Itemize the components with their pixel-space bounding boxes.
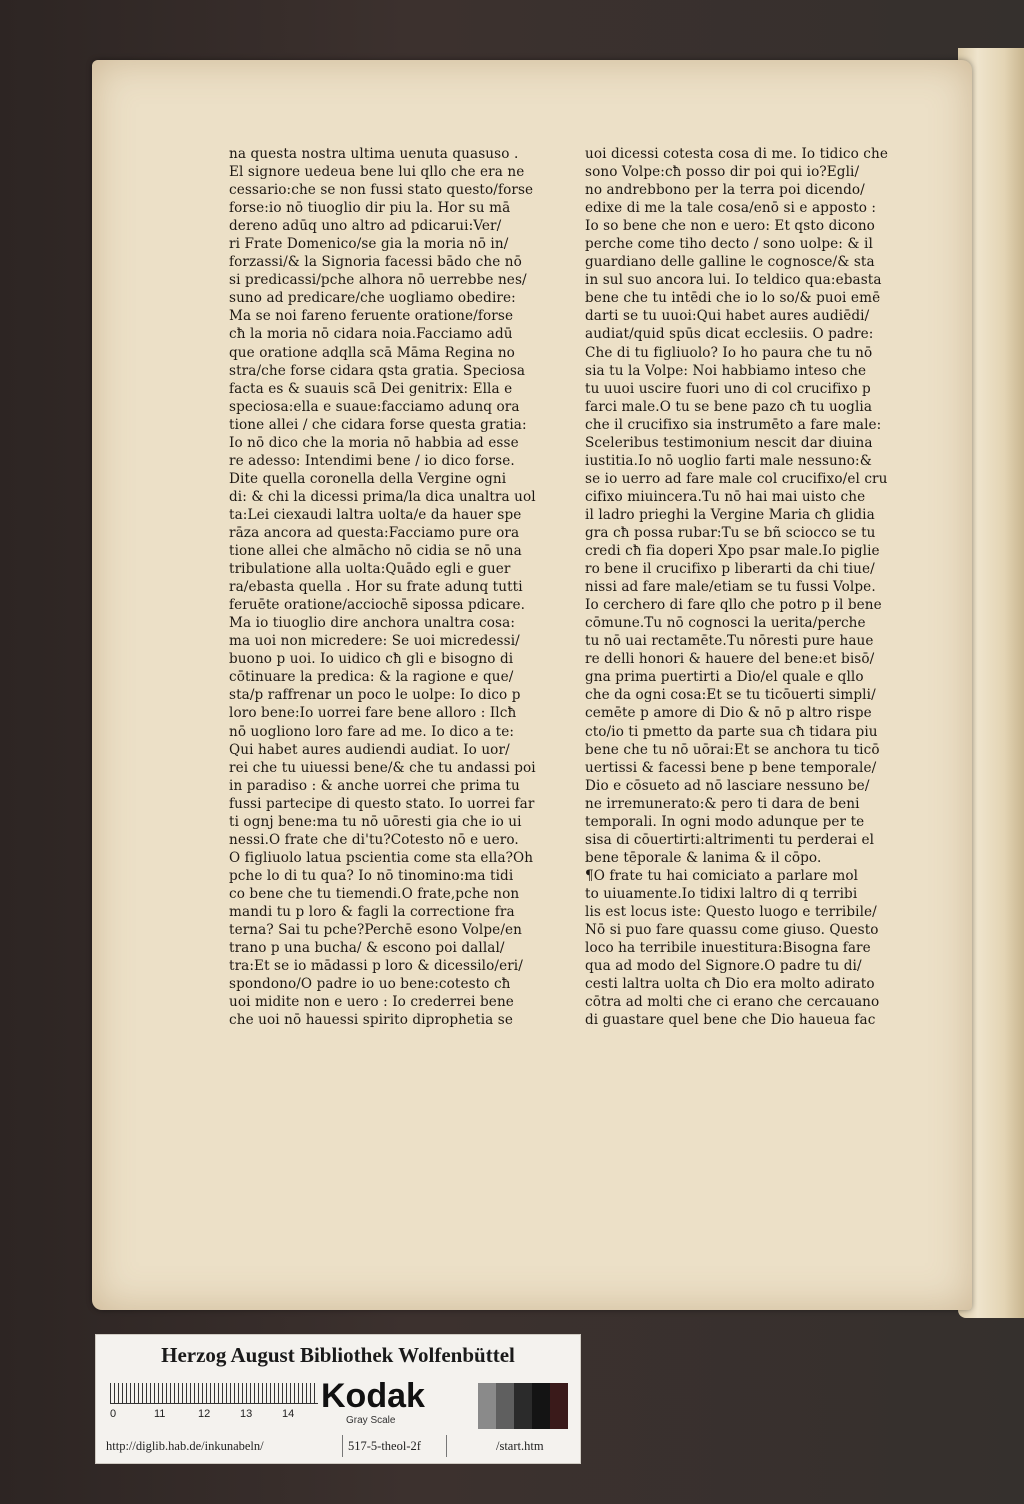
text-line: pche lo di tu qua? Io nō tinomino:ma tidi: [229, 867, 514, 884]
text-line: Io so bene che non e uero: Et qsto dicono: [585, 218, 875, 235]
text-line: il ladro prieghi la Vergine Maria cħ glidia: [585, 506, 875, 523]
text-line: Qui habet aures audiendi audiat. Io uor/: [229, 741, 510, 758]
text-line: Io nō dico che la moria nō habbia ad esse: [229, 434, 519, 451]
text-line: ri Frate Domenico/se gia la moria nō in/: [229, 236, 509, 253]
text-line: rāza ancora ad questa:Facciamo pure ora: [229, 524, 520, 541]
text-line: ro bene il crucifixo p liberarti da chi tiue/: [585, 561, 875, 578]
text-line: terna? Sai tu pche?Perchē esono Volpe/en: [229, 922, 523, 939]
text-line: lis est locus iste: Questo luogo e terribile/: [585, 903, 877, 920]
text-line: ta:Lei ciexaudi laltra uolta/e da hauer spe: [229, 506, 522, 523]
ruler-label: 12: [198, 1408, 211, 1420]
text-column-left: [229, 145, 559, 1029]
ruler-labels: [108, 1408, 318, 1422]
gray-scale-swatches: [478, 1383, 568, 1429]
text-line: che il crucifixo sia instrumēto a fare male:: [585, 416, 882, 433]
text-line: nessi.O frate che di'tu?Cotesto nō e uero.: [229, 831, 519, 848]
text-line: no andrebbono per la terra poi dicendo/: [585, 182, 865, 199]
gray-scale-label: Gray Scale: [346, 1415, 396, 1426]
text-line: Che di tu figliuolo? Io ho paura che tu nō: [585, 344, 873, 361]
text-line: uoi dicessi cotesta cosa di me. Io tidico che: [585, 146, 889, 162]
text-line: che uoi nō hauessi spirito diprophetia se: [229, 1012, 514, 1029]
text-line: gra cħ possa rubar:Tu se bñ sciocco se tu: [585, 524, 876, 541]
text-line: si predicassi/pche alhora nō uerrebbe nes/: [229, 272, 527, 289]
text-line: buono p uoi. Io uidico cħ gli e bisogno di: [229, 651, 514, 668]
text-line: dereno adūq uno altro ad pdicarui:Ver/: [229, 218, 502, 235]
text-line: Nō si puo fare quassu come giuso. Questo: [585, 922, 879, 939]
text-line: forzassi/& la Signoria facessi bādo che nō: [229, 254, 522, 271]
text-line: gna prima puertirti a Dio/el quale e qllo: [585, 669, 864, 686]
digital-library-url: [96, 1439, 580, 1457]
text-line: facta es & suauis scā Dei genitrix: Ella e: [229, 380, 513, 397]
text-line: re adesso: Intendimi bene / io dico forse.: [229, 452, 515, 469]
url-suffix: /start.htm: [496, 1439, 544, 1453]
text-line: cesti laltra uolta cħ Dio era molto adirato: [585, 976, 875, 993]
text-line: bene tēporale & lanima & il cōpo.: [585, 849, 822, 866]
text-line: uoi midite non e uero : Io crederrei bene: [229, 994, 514, 1011]
text-line: trano p una bucha/ & escono poi dallal/: [229, 940, 505, 957]
text-line: che da ogni cosa:Et se tu ticōuerti simpli/: [585, 687, 876, 704]
text-line: spondono/O padre io uo bene:cotesto cħ: [229, 976, 511, 993]
text-line: Ma io tiuoglio dire anchora unaltra cosa:: [229, 615, 516, 632]
text-line: qua ad modo del Signore.O padre tu di/: [585, 958, 862, 975]
url-base[interactable]: http://diglib.hab.de/inkunabeln/: [106, 1439, 264, 1453]
text-line: farci male.O tu se bene pazo cħ tu uoglia: [585, 398, 873, 415]
text-line: cessario:che se non fussi stato questo/forse: [229, 182, 534, 199]
text-line: O figliuolo latua pscientia come sta ella?Oh: [229, 849, 534, 866]
text-line: cōmune.Tu nō cognosci la uerita/perche: [585, 615, 866, 632]
text-line: uertissi & facessi bene p bene temporale/: [585, 759, 877, 776]
text-line: nō uogliono loro fare ad me. Io dico a te:: [229, 723, 515, 740]
text-line: sta/p raffrenar un poco le uolpe: Io dico p: [229, 687, 521, 704]
text-line: se io uerro ad fare male col crucifixo/el cru: [585, 470, 888, 487]
text-line: rei che tu uiuessi bene/& che tu andassi poi: [229, 759, 536, 776]
text-line: stra/che forse cidara qsta gratia. Speciosa: [229, 362, 526, 379]
text-line: sono Volpe:cħ posso dir poi qui io?Egli/: [585, 164, 860, 181]
text-line: tribulatione alla uolta:Quādo egli e guer: [229, 561, 511, 578]
gray-swatch: [550, 1383, 568, 1429]
text-line: tione allei / che cidara forse questa gratia:: [229, 416, 527, 433]
text-line: fussi partecipe di questo stato. Io uorrei far: [229, 795, 535, 812]
text-line: darti se tu uuoi:Qui habet aures audiēdi/: [585, 308, 870, 325]
text-line: Sceleribus testimonium nescit dar diuina: [585, 434, 873, 451]
text-line: tu nō uai rectamēte.Tu nōresti pure haue: [585, 633, 874, 650]
text-line: bene che tu intēdi che io lo so/& puoi emē: [585, 290, 881, 307]
text-line: mandi tu p loro & fagli la correctione fra: [229, 903, 515, 920]
text-line: tione allei che almācho nō cidia se nō una: [229, 543, 522, 560]
text-line: tra:Et se io mādassi p loro & dicessilo/eri/: [229, 958, 523, 975]
text-line: ti ognj bene:ma tu nō uōresti gia che io ui: [229, 813, 522, 830]
gray-swatch: [532, 1383, 550, 1429]
measurement-ruler: [110, 1383, 318, 1404]
text-line: Io cerchero di fare qllo che potro p il bene: [585, 597, 882, 614]
text-line: re delli honori & hauere del bene:et bisō/: [585, 651, 875, 668]
text-line: bene che tu nō uōrai:Et se anchora tu ticō: [585, 741, 880, 758]
text-line: nissi ad fare male/etiam se tu fussi Volpe.: [585, 579, 876, 596]
text-line: Dite quella coronella della Vergine ogni: [229, 470, 507, 487]
ruler-label: 14: [282, 1408, 295, 1420]
text-line: suno ad predicare/che uogliamo obedire:: [229, 290, 516, 307]
text-line: Dio e cōsueto ad nō lasciare nessuno be/: [585, 777, 870, 794]
kodak-logo: Kodak: [321, 1377, 425, 1415]
text-line: El signore uedeua bene lui qllo che era ne: [229, 164, 525, 181]
shelfmark: 517-5-theol-2f: [348, 1439, 421, 1453]
text-line: cōtinuare la predica: & la ragione e que/: [229, 669, 514, 686]
ruler-label: 13: [240, 1408, 253, 1420]
text-line: iustitia.Io nō uoglio farti male nessuno:&: [585, 452, 872, 469]
text-column-right: [585, 145, 915, 1029]
text-line: sia tu la Volpe: Noi habbiamo inteso che: [585, 362, 867, 379]
ruler-label: 11: [154, 1408, 166, 1420]
text-line: feruēte oratione/acciochē sipossa pdicare.: [229, 597, 526, 614]
text-line: Ma se noi fareno feruente oratione/forse: [229, 308, 514, 325]
text-line: di: & chi la dicessi prima/la dica unaltra uol: [229, 488, 536, 505]
text-line: perche come tiho decto / sono uolpe: & il: [585, 236, 873, 253]
text-line: que oratione adqlla scā Māma Regina no: [229, 344, 515, 361]
text-line: temporali. In ogni modo adunque per te: [585, 813, 865, 830]
text-line: in paradiso : & anche uorrei che prima tu: [229, 777, 520, 794]
text-line: audiat/quid spūs dicat ecclesiis. O padre:: [585, 326, 874, 343]
text-line: cōtra ad molti che ci erano che cercauano: [585, 994, 880, 1011]
gray-swatch: [478, 1383, 496, 1429]
text-line: to uiuamente.Io tidixi laltro di q terribi: [585, 885, 858, 902]
gray-swatch: [514, 1383, 532, 1429]
text-line: forse:io nō tiuoglio dir piu la. Hor su mā: [229, 200, 511, 217]
text-line: credi cħ fia doperi Xpo psar male.Io piglie: [585, 543, 880, 560]
text-line: ¶O frate tu hai comiciato a parlare mol: [585, 867, 859, 884]
text-line: ra/ebasta quella . Hor su frate adunq tutti: [229, 579, 523, 596]
text-line: cto/io ti pmetto da parte sua cħ tidara piu: [585, 723, 878, 740]
library-color-card: [95, 1334, 581, 1464]
text-line: tu uuoi uscire fuori uno di col crucifixo p: [585, 380, 871, 397]
text-line: in sul suo ancora lui. Io teldico qua:ebasta: [585, 272, 882, 289]
text-line: na questa nostra ultima uenuta quasuso .: [229, 146, 519, 162]
text-line: edixe di me la tale cosa/enō si e apposto :: [585, 200, 877, 217]
text-line: cifixo miuincera.Tu nō hai mai uisto che: [585, 488, 866, 505]
text-line: speciosa:ella e suaue:facciamo adunq ora: [229, 398, 520, 415]
text-line: co bene che tu tiemendi.O frate,pche non: [229, 885, 520, 902]
text-line: ne irremunerato:& pero ti dara de beni: [585, 795, 860, 812]
text-line: di guastare quel bene che Dio haueua fac: [585, 1012, 876, 1029]
text-line: ma uoi non micredere: Se uoi micredessi/: [229, 633, 520, 650]
text-line: loco ha terribile inuestitura:Bisogna fare: [585, 940, 871, 957]
text-line: cemēte p amore di Dio & nō p altro rispe: [585, 705, 872, 722]
library-name: Herzog August Bibliothek Wolfenbüttel: [161, 1343, 515, 1367]
text-line: guardiano delle galline le cognosce/& sta: [585, 254, 875, 271]
text-line: loro bene:Io uorrei fare bene alloro : Ilcħ: [229, 705, 517, 722]
text-line: cħ la moria nō cidara noia.Facciamo adū: [229, 326, 513, 343]
gray-swatch: [496, 1383, 514, 1429]
ruler-label: 0: [110, 1408, 117, 1420]
text-line: sisa di cōuertirti:altrimenti tu perderai el: [585, 831, 875, 848]
